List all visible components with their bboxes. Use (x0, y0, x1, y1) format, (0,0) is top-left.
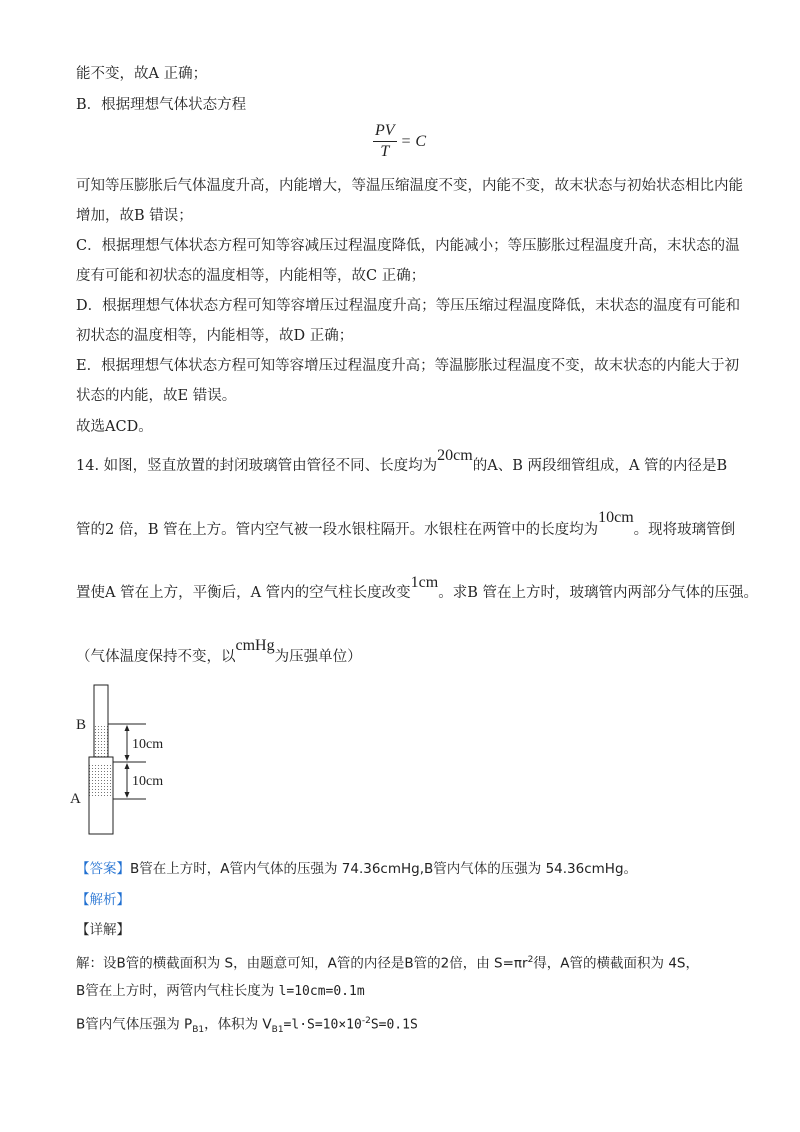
question-text: 管的2 倍，B 管在上方。管内空气被一段水银柱隔开。水银柱在两管中的长度均为 (76, 522, 599, 538)
solution-text: 解：设B管的横截面积为 S，由题意可知，A管的内径是B管的2倍，由 S=πr (76, 955, 528, 972)
question-line (76, 637, 362, 667)
detail-tag: 【详解】 (76, 922, 130, 938)
solution-line (76, 981, 365, 1002)
fraction-numerator: PV (373, 122, 397, 142)
math-value: cmHg (235, 637, 275, 654)
formula-rhs: = C (400, 132, 427, 150)
subscript: B1 (271, 1025, 284, 1036)
text-line: 能不变，故A 正确； (76, 66, 208, 82)
text-line: 初状态的温度相等，内能相等，故D 正确； (76, 328, 354, 344)
answer-line (76, 859, 637, 879)
fraction-denominator: T (380, 143, 390, 160)
math-value: 20cm (437, 447, 473, 464)
question-text: 14. 如图，竖直放置的封闭玻璃管由管径不同、长度均为 (76, 458, 438, 474)
mercury-b (95, 724, 108, 757)
question-text: 置使A 管在上方，平衡后，A 管内的空气柱长度改变 (76, 585, 411, 601)
solution-text: B管内气体压强为 P (76, 1016, 193, 1033)
label-a: A (70, 791, 81, 807)
question-line (76, 447, 728, 476)
fraction (373, 122, 397, 161)
solution-math: l=10cm=0.1m (278, 984, 365, 999)
question-text: 为压强单位） (274, 649, 362, 665)
label-b: B (76, 717, 87, 733)
text-line: 可知等压膨胀后气体温度升高，内能增大，等温压缩温度不变，内能不变，故末状态与初始状态相比内能 (76, 178, 743, 194)
text-line: E．根据理想气体状态方程可知等容增压过程温度升高；等温膨胀过程温度不变，故末状态的内能大于初 (76, 358, 740, 374)
text-line: 状态的内能，故E 错误。 (76, 388, 237, 404)
solution-text: B管在上方时，两管内气柱长度为 (76, 983, 279, 999)
analysis-line (76, 890, 130, 910)
mercury-a (90, 764, 113, 798)
solution-text: ，体积为 V (204, 1016, 272, 1033)
text-line: 度有可能和初状态的温度相等，内能相等，故C 正确； (76, 268, 426, 284)
question-text: 的A、B 两段细管组成，A 管的内径是B (472, 458, 728, 474)
analysis-tag: 【解析】 (76, 892, 130, 908)
question-text: 。求B 管在上方时，玻璃管内两部分气体的压强。 (438, 585, 758, 601)
text-line: D．根据理想气体状态方程可知等容增压过程温度升高；等压压缩过程温度降低，末状态的温度有可能和 (76, 298, 741, 314)
question-text: （气体温度保持不变，以 (76, 649, 236, 665)
answer-text: B管在上方时，A管内气体的压强为 74.36cmHg,B管内气体的压强为 54.36cmHg。 (130, 861, 638, 877)
math-value: 1cm (410, 574, 439, 591)
ideal-gas-formula (373, 122, 426, 161)
solution-text: 得，A管的横截面积为 4S， (533, 955, 699, 972)
superscript: 2 (527, 955, 534, 965)
solution-line (76, 950, 699, 974)
length-label-upper: 10cm (132, 737, 164, 752)
question-line (76, 574, 758, 603)
solution-math: S=0.1S (370, 1017, 418, 1033)
text-line: 故选ACD。 (76, 419, 153, 435)
glass-tube-diagram (70, 683, 270, 843)
math-value: 10cm (598, 509, 634, 526)
solution-line (76, 1011, 418, 1040)
question-line (76, 509, 736, 540)
superscript: -2 (361, 1016, 371, 1026)
solution-math: =l·S=10×10 (283, 1017, 362, 1033)
question-text: 。现将玻璃管倒 (633, 522, 736, 538)
detail-line (76, 920, 130, 940)
answer-tag: 【答案】 (76, 861, 130, 877)
text-line: C．根据理想气体状态方程可知等容减压过程温度降低，内能减小；等压膨胀过程温度升高，末状态的温 (76, 238, 740, 254)
text-line: B．根据理想气体状态方程 (76, 97, 247, 113)
subscript: B1 (192, 1025, 205, 1036)
length-label-lower: 10cm (132, 774, 164, 789)
text-line: 增加，故B 错误； (76, 208, 193, 224)
